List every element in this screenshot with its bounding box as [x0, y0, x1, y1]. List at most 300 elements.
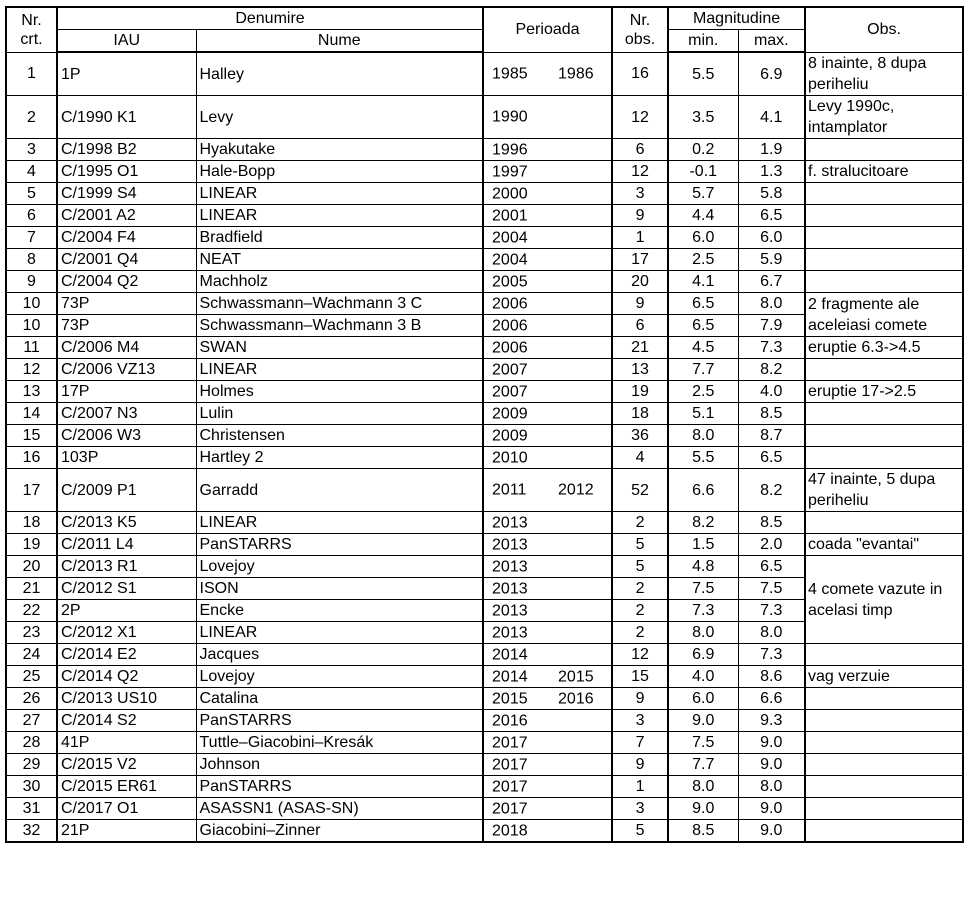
cell-perioada	[483, 666, 612, 688]
period-end-year: 2015	[558, 668, 594, 685]
cell-mag-min: 1.5	[668, 534, 738, 556]
cell-iau: C/1995 O1	[57, 161, 196, 183]
cell-nr-obs: 21	[612, 337, 668, 359]
cell-nume: SWAN	[196, 337, 483, 359]
cell-nume: Halley	[196, 52, 483, 96]
cell-nr: 25	[6, 666, 57, 688]
cell-mag-min: 0.2	[668, 139, 738, 161]
cell-mag-max: 6.7	[738, 271, 805, 293]
cell-mag-max: 5.9	[738, 249, 805, 271]
period-end-year: 1986	[558, 65, 594, 83]
period-start-year: 2009	[492, 427, 528, 444]
cell-mag-max: 7.3	[738, 600, 805, 622]
cell-mag-max: 6.0	[738, 227, 805, 249]
cell-observation	[805, 227, 963, 249]
cell-nr: 32	[6, 820, 57, 843]
cell-nume: Hyakutake	[196, 139, 483, 161]
cell-nume: ASASSN1 (ASAS-SN)	[196, 798, 483, 820]
cell-perioada	[483, 249, 612, 271]
cell-mag-max: 7.5	[738, 578, 805, 600]
cell-perioada	[483, 315, 612, 337]
period-start-year: 2001	[492, 207, 528, 224]
cell-nume: Machholz	[196, 271, 483, 293]
cell-iau: C/2015 ER61	[57, 776, 196, 798]
cell-iau: C/2014 Q2	[57, 666, 196, 688]
cell-nume: Hartley 2	[196, 447, 483, 469]
cell-mag-min: 8.5	[668, 820, 738, 843]
cell-nume: Schwassmann–Wachmann 3 B	[196, 315, 483, 337]
header-perioada: Perioada	[483, 7, 612, 52]
cell-mag-min: 9.0	[668, 798, 738, 820]
cell-mag-min: 6.0	[668, 227, 738, 249]
header-nume: Nume	[196, 30, 483, 53]
cell-observation: vag verzuie	[805, 666, 963, 688]
cell-observation: eruptie 17->2.5	[805, 381, 963, 403]
cell-mag-max: 6.9	[738, 52, 805, 96]
cell-nr-obs: 2	[612, 622, 668, 644]
cell-iau: 17P	[57, 381, 196, 403]
cell-observation: eruptie 6.3->4.5	[805, 337, 963, 359]
cell-perioada	[483, 52, 612, 96]
cell-observation	[805, 403, 963, 425]
cell-nume: LINEAR	[196, 183, 483, 205]
cell-nr: 20	[6, 556, 57, 578]
cell-iau: 73P	[57, 293, 196, 315]
cell-perioada	[483, 754, 612, 776]
period-end-year: 2012	[558, 481, 594, 499]
cell-perioada	[483, 710, 612, 732]
cell-perioada	[483, 556, 612, 578]
period-start-year: 2013	[492, 536, 528, 553]
cell-mag-min: 8.2	[668, 512, 738, 534]
cell-perioada	[483, 644, 612, 666]
cell-mag-max: 7.9	[738, 315, 805, 337]
cell-nr: 7	[6, 227, 57, 249]
cell-nr-obs: 17	[612, 249, 668, 271]
cell-observation: 8 inainte, 8 dupa periheliu	[805, 52, 963, 96]
period-end-year: 2016	[558, 690, 594, 707]
cell-observation	[805, 512, 963, 534]
cell-mag-min: 5.7	[668, 183, 738, 205]
cell-mag-max: 8.0	[738, 776, 805, 798]
cell-iau: C/2004 F4	[57, 227, 196, 249]
table-row	[6, 249, 963, 271]
cell-perioada	[483, 381, 612, 403]
cell-mag-min: 7.7	[668, 359, 738, 381]
cell-mag-max: 7.3	[738, 337, 805, 359]
period-start-year: 2006	[492, 317, 528, 334]
cell-nr: 8	[6, 249, 57, 271]
cell-iau: C/1999 S4	[57, 183, 196, 205]
cell-mag-min: 7.5	[668, 732, 738, 754]
cell-iau: C/2013 US10	[57, 688, 196, 710]
table-row	[6, 469, 963, 512]
period-start-year: 2006	[492, 339, 528, 356]
cell-nr-obs: 3	[612, 710, 668, 732]
cell-nr-obs: 9	[612, 293, 668, 315]
cell-observation	[805, 425, 963, 447]
cell-mag-max: 6.5	[738, 205, 805, 227]
period-start-year: 2016	[492, 712, 528, 729]
cell-mag-min: 5.5	[668, 52, 738, 96]
table-row	[6, 205, 963, 227]
period-start-year: 2013	[492, 580, 528, 597]
cell-nume: Lulin	[196, 403, 483, 425]
cell-iau: C/2012 S1	[57, 578, 196, 600]
period-start-year: 2006	[492, 295, 528, 312]
cell-nr: 29	[6, 754, 57, 776]
cell-observation	[805, 732, 963, 754]
cell-nume: Garradd	[196, 469, 483, 512]
cell-mag-max: 9.0	[738, 732, 805, 754]
period-start-year: 2004	[492, 229, 528, 246]
cell-nr-obs: 15	[612, 666, 668, 688]
cell-perioada	[483, 337, 612, 359]
period-start-year: 1996	[492, 141, 528, 158]
cell-observation: 47 inainte, 5 dupa periheliu	[805, 469, 963, 512]
cell-observation	[805, 644, 963, 666]
cell-mag-max: 8.0	[738, 622, 805, 644]
cell-mag-min: 3.5	[668, 96, 738, 139]
cell-perioada	[483, 293, 612, 315]
header-iau: IAU	[57, 30, 196, 53]
table-row	[6, 337, 963, 359]
cell-observation	[805, 820, 963, 843]
table-row	[6, 161, 963, 183]
cell-nr-obs: 1	[612, 776, 668, 798]
cell-mag-max: 4.1	[738, 96, 805, 139]
cell-perioada	[483, 205, 612, 227]
cell-observation	[805, 688, 963, 710]
cell-perioada	[483, 183, 612, 205]
cell-observation: Levy 1990c, intamplator	[805, 96, 963, 139]
cell-mag-max: 6.6	[738, 688, 805, 710]
cell-nr: 1	[6, 52, 57, 96]
table-row	[6, 556, 963, 578]
header-magnitudine: Magnitudine	[668, 7, 805, 30]
cell-nr-obs: 13	[612, 359, 668, 381]
cell-nr-obs: 9	[612, 688, 668, 710]
header-nr-crt: Nr. crt.	[6, 7, 57, 52]
period-start-year: 2017	[492, 800, 528, 817]
period-start-year: 2014	[492, 646, 528, 663]
cell-nr-obs: 3	[612, 798, 668, 820]
period-start-year: 2013	[492, 624, 528, 641]
cell-nr: 28	[6, 732, 57, 754]
cell-mag-max: 1.9	[738, 139, 805, 161]
cell-mag-min: 6.9	[668, 644, 738, 666]
period-start-year: 2007	[492, 383, 528, 400]
cell-mag-min: 5.1	[668, 403, 738, 425]
period-start-year: 2013	[492, 602, 528, 619]
cell-perioada	[483, 271, 612, 293]
cell-observation	[805, 710, 963, 732]
cell-nr-obs: 5	[612, 556, 668, 578]
cell-observation: 4 comete vazute in acelasi timp	[805, 556, 963, 644]
cell-perioada	[483, 534, 612, 556]
header-min: min.	[668, 30, 738, 53]
cell-perioada	[483, 96, 612, 139]
cell-nr: 14	[6, 403, 57, 425]
cell-observation	[805, 271, 963, 293]
cell-iau: C/2007 N3	[57, 403, 196, 425]
cell-iau: C/2013 R1	[57, 556, 196, 578]
cell-nr-obs: 16	[612, 52, 668, 96]
cell-mag-min: 8.0	[668, 622, 738, 644]
cell-mag-max: 6.5	[738, 556, 805, 578]
cell-perioada	[483, 425, 612, 447]
table-row	[6, 52, 963, 96]
cell-nume: Bradfield	[196, 227, 483, 249]
table-row	[6, 139, 963, 161]
period-start-year: 2007	[492, 361, 528, 378]
cell-iau: C/2006 M4	[57, 337, 196, 359]
cell-nr-obs: 12	[612, 161, 668, 183]
cell-observation	[805, 754, 963, 776]
cell-perioada	[483, 469, 612, 512]
cell-iau: C/2011 L4	[57, 534, 196, 556]
cell-mag-min: 4.0	[668, 666, 738, 688]
cell-iau: 73P	[57, 315, 196, 337]
cell-nr: 18	[6, 512, 57, 534]
cell-mag-max: 8.2	[738, 359, 805, 381]
cell-nume: LINEAR	[196, 205, 483, 227]
cell-iau: C/2012 X1	[57, 622, 196, 644]
cell-mag-min: 4.5	[668, 337, 738, 359]
cell-mag-max: 7.3	[738, 644, 805, 666]
table-row	[6, 447, 963, 469]
cell-iau: C/2014 S2	[57, 710, 196, 732]
cell-nume: Johnson	[196, 754, 483, 776]
cell-nr: 3	[6, 139, 57, 161]
cell-iau: C/1990 K1	[57, 96, 196, 139]
cell-mag-min: 6.6	[668, 469, 738, 512]
cell-nr-obs: 5	[612, 820, 668, 843]
cell-observation	[805, 249, 963, 271]
cell-iau: C/2009 P1	[57, 469, 196, 512]
cell-mag-min: 4.8	[668, 556, 738, 578]
cell-iau: C/2015 V2	[57, 754, 196, 776]
table-row	[6, 666, 963, 688]
cell-mag-max: 9.0	[738, 798, 805, 820]
period-start-year: 2017	[492, 734, 528, 751]
cell-mag-min: 2.5	[668, 249, 738, 271]
period-start-year: 1985	[492, 65, 528, 83]
cell-nume: PanSTARRS	[196, 534, 483, 556]
table-row	[6, 96, 963, 139]
cell-nume: PanSTARRS	[196, 776, 483, 798]
cell-nr: 5	[6, 183, 57, 205]
cell-observation: 2 fragmente ale aceleiasi comete	[805, 293, 963, 337]
cell-nr: 23	[6, 622, 57, 644]
table-row	[6, 271, 963, 293]
cell-nr-obs: 18	[612, 403, 668, 425]
period-start-year: 2013	[492, 558, 528, 575]
header-obs: Obs.	[805, 7, 963, 52]
cell-nr: 10	[6, 315, 57, 337]
cell-iau: 1P	[57, 52, 196, 96]
cell-nr-obs: 19	[612, 381, 668, 403]
cell-mag-min: 7.3	[668, 600, 738, 622]
table-row	[6, 644, 963, 666]
cell-mag-min: 6.5	[668, 315, 738, 337]
table-row	[6, 183, 963, 205]
cell-observation	[805, 205, 963, 227]
cell-mag-min: 4.4	[668, 205, 738, 227]
cell-nume: LINEAR	[196, 359, 483, 381]
period-start-year: 2013	[492, 514, 528, 531]
cell-nume: Giacobini–Zinner	[196, 820, 483, 843]
cell-iau: C/2004 Q2	[57, 271, 196, 293]
cell-nr: 10	[6, 293, 57, 315]
cell-perioada	[483, 732, 612, 754]
cell-nr-obs: 4	[612, 447, 668, 469]
cell-iau: C/2001 A2	[57, 205, 196, 227]
comet-table-container	[5, 6, 962, 890]
table-row	[6, 798, 963, 820]
cell-mag-max: 8.7	[738, 425, 805, 447]
cell-mag-min: 6.0	[668, 688, 738, 710]
cell-nr-obs: 3	[612, 183, 668, 205]
period-start-year: 2010	[492, 449, 528, 466]
table-row	[6, 820, 963, 843]
period-start-year: 2018	[492, 822, 528, 839]
cell-nr: 22	[6, 600, 57, 622]
cell-mag-min: 8.0	[668, 776, 738, 798]
period-start-year: 2017	[492, 778, 528, 795]
period-start-year: 2011	[492, 481, 527, 499]
table-row	[6, 425, 963, 447]
cell-iau: C/2014 E2	[57, 644, 196, 666]
cell-nr: 21	[6, 578, 57, 600]
cell-nr-obs: 52	[612, 469, 668, 512]
cell-mag-min: 7.5	[668, 578, 738, 600]
cell-perioada	[483, 139, 612, 161]
period-start-year: 1990	[492, 108, 528, 126]
cell-nr: 13	[6, 381, 57, 403]
cell-observation	[805, 359, 963, 381]
cell-nr-obs: 12	[612, 644, 668, 666]
cell-nr: 2	[6, 96, 57, 139]
table-row	[6, 732, 963, 754]
period-start-year: 2000	[492, 185, 528, 202]
cell-perioada	[483, 688, 612, 710]
cell-nr-obs: 12	[612, 96, 668, 139]
cell-observation: coada "evantai"	[805, 534, 963, 556]
table-row	[6, 227, 963, 249]
cell-mag-min: 5.5	[668, 447, 738, 469]
cell-nume: Schwassmann–Wachmann 3 C	[196, 293, 483, 315]
period-start-year: 2005	[492, 273, 528, 290]
cell-iau: C/2006 VZ13	[57, 359, 196, 381]
cell-iau: 103P	[57, 447, 196, 469]
cell-nr: 27	[6, 710, 57, 732]
cell-nume: Catalina	[196, 688, 483, 710]
cell-perioada	[483, 578, 612, 600]
cell-mag-max: 2.0	[738, 534, 805, 556]
cell-mag-max: 5.8	[738, 183, 805, 205]
cell-mag-min: 9.0	[668, 710, 738, 732]
period-start-year: 2004	[492, 251, 528, 268]
cell-nume: PanSTARRS	[196, 710, 483, 732]
table-row	[6, 293, 963, 315]
cell-nume: Tuttle–Giacobini–Kresák	[196, 732, 483, 754]
cell-nume: LINEAR	[196, 622, 483, 644]
cell-iau: 21P	[57, 820, 196, 843]
table-row	[6, 359, 963, 381]
cell-mag-min: -0.1	[668, 161, 738, 183]
cell-nr: 31	[6, 798, 57, 820]
period-start-year: 2015	[492, 690, 528, 707]
cell-nr-obs: 36	[612, 425, 668, 447]
cell-nume: Lovejoy	[196, 666, 483, 688]
cell-mag-max: 4.0	[738, 381, 805, 403]
header-nr-obs: Nr. obs.	[612, 7, 668, 52]
period-start-year: 1997	[492, 163, 528, 180]
cell-nume: Encke	[196, 600, 483, 622]
cell-observation	[805, 798, 963, 820]
cell-perioada	[483, 447, 612, 469]
cell-perioada	[483, 776, 612, 798]
cell-nume: LINEAR	[196, 512, 483, 534]
comet-observations-table	[5, 6, 964, 843]
cell-nr: 24	[6, 644, 57, 666]
table-row	[6, 403, 963, 425]
cell-nr: 11	[6, 337, 57, 359]
cell-perioada	[483, 798, 612, 820]
cell-mag-min: 8.0	[668, 425, 738, 447]
cell-perioada	[483, 600, 612, 622]
cell-nr: 19	[6, 534, 57, 556]
cell-nr-obs: 2	[612, 512, 668, 534]
cell-nume: Jacques	[196, 644, 483, 666]
cell-perioada	[483, 820, 612, 843]
cell-nr: 6	[6, 205, 57, 227]
cell-nr-obs: 2	[612, 578, 668, 600]
cell-nume: NEAT	[196, 249, 483, 271]
cell-perioada	[483, 622, 612, 644]
cell-perioada	[483, 227, 612, 249]
cell-perioada	[483, 403, 612, 425]
cell-nr: 15	[6, 425, 57, 447]
table-header	[6, 7, 963, 52]
table-row	[6, 381, 963, 403]
table-row	[6, 688, 963, 710]
cell-nr: 9	[6, 271, 57, 293]
cell-nr-obs: 5	[612, 534, 668, 556]
cell-mag-max: 8.5	[738, 512, 805, 534]
cell-iau: C/2017 O1	[57, 798, 196, 820]
header-denumire: Denumire	[57, 7, 483, 30]
cell-iau: 2P	[57, 600, 196, 622]
cell-perioada	[483, 512, 612, 534]
cell-mag-max: 6.5	[738, 447, 805, 469]
cell-nr-obs: 7	[612, 732, 668, 754]
cell-mag-max: 8.5	[738, 403, 805, 425]
table-row	[6, 512, 963, 534]
cell-mag-max: 8.0	[738, 293, 805, 315]
cell-iau: C/2006 W3	[57, 425, 196, 447]
cell-observation	[805, 776, 963, 798]
table-row	[6, 754, 963, 776]
cell-nr-obs: 6	[612, 139, 668, 161]
header-max: max.	[738, 30, 805, 53]
cell-nr: 16	[6, 447, 57, 469]
cell-nr: 12	[6, 359, 57, 381]
cell-nr: 30	[6, 776, 57, 798]
cell-nume: Christensen	[196, 425, 483, 447]
cell-iau: C/2001 Q4	[57, 249, 196, 271]
